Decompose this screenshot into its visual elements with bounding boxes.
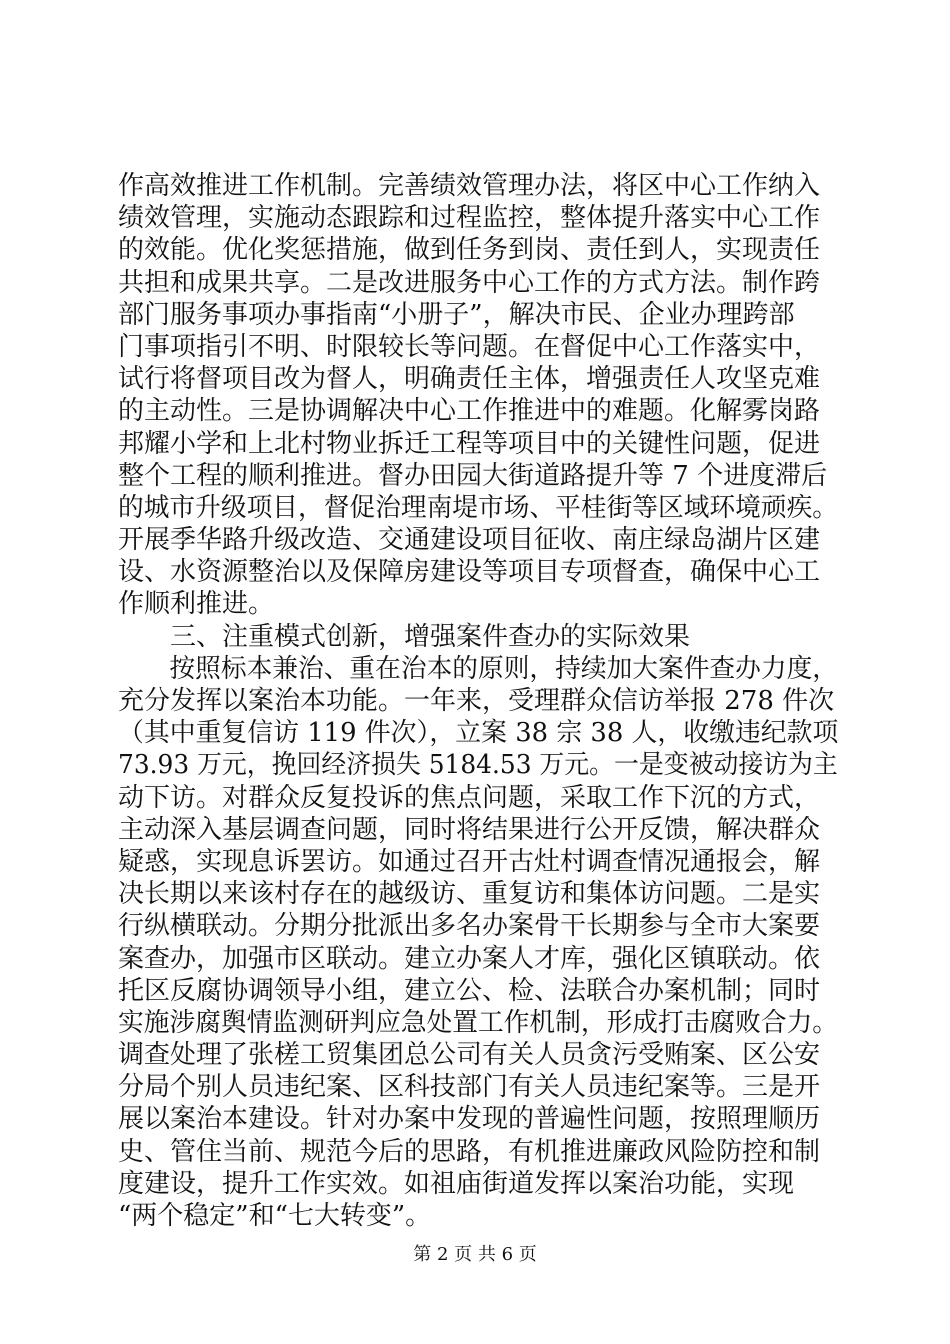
text-line: 案查办，加强市区联动。建立办案人才库，强化区镇联动。依 — [118, 943, 821, 974]
text-line: 充分发挥以案治本功能。一年来，受理群众信访举报 278 件次 — [118, 686, 835, 716]
text-line: 试行将督项目改为督人，明确责任主体，增强责任人攻坚克难 — [118, 364, 821, 395]
text-line: 度建设，提升工作实效。如祖庙街道发挥以案治功能，实现 — [118, 1168, 795, 1199]
text-line: 作高效推进工作机制。完善绩效管理办法，将区中心工作纳入 — [118, 171, 821, 201]
text-line: 的效能。优化奖惩措施，做到任务到岗、责任到人，实现责任 — [118, 235, 821, 266]
text-line: 主动深入基层调查问题，同时将结果进行公开反馈，解决群众 — [118, 814, 821, 845]
text-line: 的主动性。三是协调解决中心工作推进中的难题。化解雾岗路 — [118, 396, 821, 427]
text-line: 73.93 万元，挽回经济损失 5184.53 万元。一是变被动接访为主 — [118, 750, 838, 781]
text-line: 决长期以来该村存在的越级访、重复访和集体访问题。二是实 — [118, 879, 821, 910]
text-line: 绩效管理，实施动态跟踪和过程监控，整体提升落实中心工作 — [118, 203, 821, 234]
text-line: 按照标本兼治、重在治本的原则，持续加大案件查办力度， — [118, 653, 839, 684]
text-line: 实施涉腐舆情监测研判应急处置工作机制，形成打击腐败合力。 — [118, 1007, 839, 1038]
text-line: 设、水资源整治以及保障房建设等项目专项督查，确保中心工 — [118, 557, 821, 588]
text-line: 邦耀小学和上北村物业拆迁工程等项目中的关键性问题，促进 — [118, 428, 821, 459]
text-line: 部门服务事项办事指南“小册子”，解决市民、企业办理跨部 — [118, 299, 795, 330]
text-line: “两个稳定”和“七大转变”。 — [118, 1201, 432, 1231]
page-footer: 第 2 页 共 6 页 — [413, 1244, 537, 1265]
text-line: 开展季华路升级改造、交通建设项目征收、南庄绿岛湖片区建 — [118, 525, 821, 556]
body-text — [118, 170, 838, 1232]
text-line: 门事项指引不明、时限较长等问题。在督促中心工作落实中， — [118, 331, 821, 362]
text-line: 作顺利推进。 — [118, 589, 275, 620]
text-line: 行纵横联动。分期分批派出多名办案骨干长期参与全市大案要 — [118, 911, 821, 942]
text-line: 整个工程的顺利推进。督办田园大街道路提升等 7 个进度滞后 — [118, 460, 828, 491]
text-line: 疑惑，实现息诉罢访。如通过召开古灶村调查情况通报会，解 — [118, 846, 821, 877]
text-line: 分局个别人员违纪案、区科技部门有关人员违纪案等。三是开 — [118, 1072, 821, 1103]
text-line: （其中重复信访 119 件次），立案 38 宗 38 人，收缴违纪款项 — [118, 718, 839, 749]
text-line: 共担和成果共享。二是改进服务中心工作的方式方法。制作跨 — [118, 267, 821, 298]
text-line: 的城市升级项目，督促治理南堤市场、平桂街等区域环境顽疾。 — [118, 492, 839, 523]
text-line: 史、管住当前、规范今后的思路，有机推进廉政风险防控和制 — [118, 1136, 821, 1167]
text-line: 三、注重模式创新，增强案件查办的实际效果 — [118, 621, 691, 652]
text-line: 调查处理了张槎工贸集团总公司有关人员贪污受贿案、区公安 — [118, 1040, 821, 1071]
text-line: 展以案治本建设。针对办案中发现的普遍性问题，按照理顺历 — [118, 1104, 821, 1135]
text-line: 托区反腐协调领导小组，建立公、检、法联合办案机制；同时 — [118, 975, 821, 1006]
text-line: 动下访。对群众反复投诉的焦点问题，采取工作下沉的方式， — [118, 782, 821, 813]
